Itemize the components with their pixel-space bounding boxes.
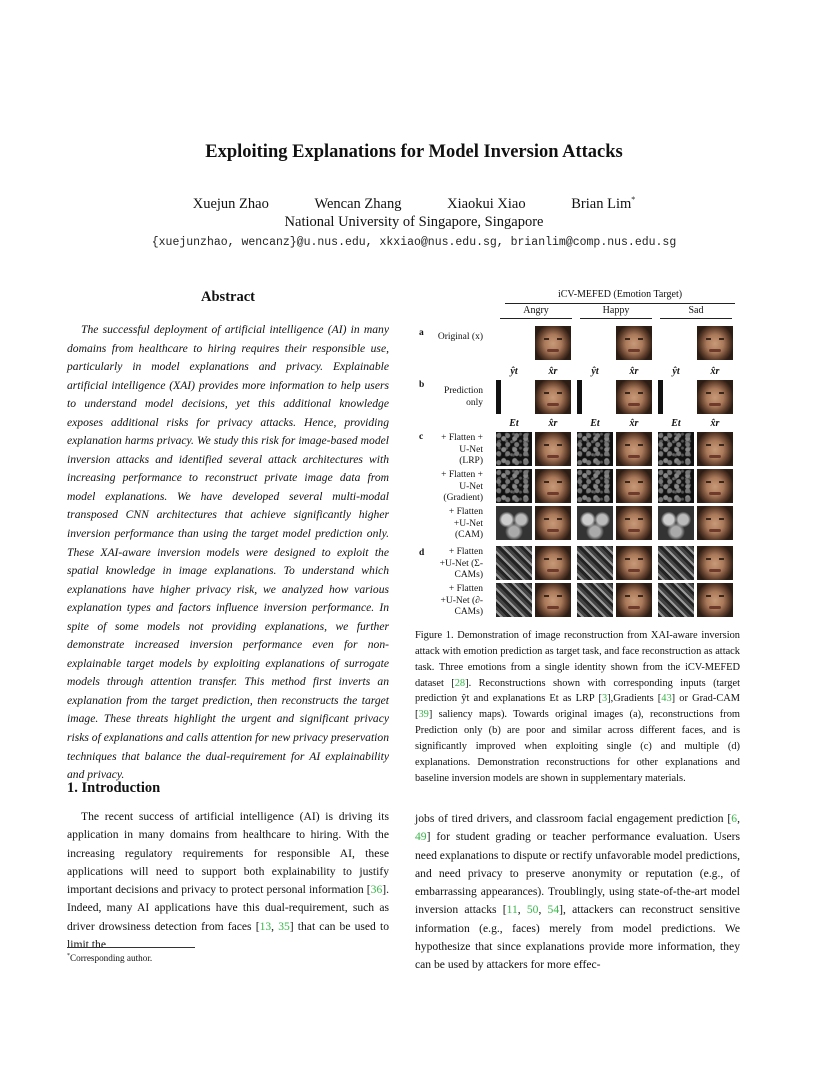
lrp-map — [577, 432, 613, 466]
cam-map — [658, 506, 694, 540]
footnote-rule — [67, 947, 195, 948]
face-image — [616, 469, 652, 503]
citation[interactable]: 39 — [418, 709, 429, 721]
face-image — [697, 469, 733, 503]
row-label: Original (x) — [437, 332, 483, 342]
multi-cam-map — [496, 546, 532, 580]
face-image — [535, 546, 571, 580]
pred-symbol: ŷt — [591, 366, 599, 377]
figure-1 — [415, 286, 745, 621]
citation[interactable]: 11 — [506, 903, 518, 917]
recon-symbol: x̂r — [548, 418, 558, 429]
column-header: Happy — [602, 305, 630, 316]
face-image — [697, 506, 733, 540]
recon-symbol: x̂r — [710, 366, 720, 377]
row-label: + Flatten + U-Net (Gradient) — [441, 470, 483, 503]
expl-symbol: Et — [590, 418, 600, 429]
expl-symbol: Et — [509, 418, 519, 429]
face-image — [616, 432, 652, 466]
recon-symbol: x̂r — [629, 366, 639, 377]
citation[interactable]: 6 — [731, 812, 738, 825]
multi-cam-map — [658, 546, 694, 580]
row-letter: c — [419, 432, 424, 442]
column-rule — [660, 318, 732, 319]
face-image — [616, 380, 652, 414]
recon-symbol: x̂r — [548, 366, 558, 377]
citation[interactable]: 28 — [454, 677, 466, 689]
citation[interactable]: 50 — [526, 903, 539, 917]
lrp-map — [658, 432, 694, 466]
face-image — [535, 432, 571, 466]
citation[interactable]: 49 — [415, 830, 427, 844]
abstract-text: The successful deployment of artificial intelligence (AI) in many domains from healthcare to hiring requires their responsible use, particularly in model explanations and privacy. Explainable artificial intelligence (XAI) provides more information to help users to understand model decisions, yet this additional knowledge exposes additional risks for privacy attacks. Hence, providing explanation harms privacy. We study this risk for image-based model inversion attacks and identified several attack architectures with increasing performance to reconstruct private image data from model explanations. We have developed several multi-modal transposed CNN architectures that achieve significantly higher inversion performance than using the target model prediction only. These XAI-aware inversion models were designed to exploit the spatial knowledge in image explanations. To understand which explanations have higher privacy risk, we analyzed how various explanation types and factors influence inversion performance. In spite of some models not providing explanations, we further demonstrate increased inversion performance even for non-explainable target models by exploiting explanations of surrogate models through attention transfer. This method first inverts an explanation from the target prediction, then reconstructs the target image. These threats highlight the urgent and significant privacy risks of explanations and calls attention for new privacy preservation techniques that balance the dual-requirement for AI explainability and privacy. — [67, 323, 389, 782]
face-image — [535, 380, 571, 414]
cam-map — [577, 506, 613, 540]
prediction-vector — [577, 380, 613, 414]
multi-cam-map — [496, 583, 532, 617]
author-name: Brian Lim* — [571, 195, 636, 212]
figure-title: iCV-MEFED (Emotion Target) — [557, 289, 683, 300]
row-label: + Flatten +U-Net (∂-CAMs) — [440, 584, 483, 617]
author-name: Xuejun Zhao — [192, 195, 269, 212]
pred-symbol: ŷt — [510, 366, 518, 377]
gradient-map — [658, 469, 694, 503]
author-list — [0, 195, 828, 213]
multi-cam-map — [577, 546, 613, 580]
row-label: Prediction only — [443, 386, 483, 408]
row-label: + Flatten +U-Net (CAM) — [448, 507, 483, 540]
multi-cam-map — [577, 583, 613, 617]
row-letter: d — [419, 548, 425, 558]
face-image — [697, 546, 733, 580]
gradient-map — [496, 469, 532, 503]
gradient-map — [577, 469, 613, 503]
footnote: *Corresponding author. — [67, 953, 153, 964]
column-rule — [580, 318, 652, 319]
face-image — [616, 506, 652, 540]
citation[interactable]: 43 — [661, 693, 672, 705]
abstract-heading: Abstract — [201, 289, 255, 305]
section-heading: 1. Introduction — [67, 780, 161, 796]
author-mark: * — [631, 195, 636, 204]
author-emails: {xuejunzhao, wencanz}@u.nus.edu, xkxiao@nus.edu.sg, brianlim@comp.nus.edu.sg — [151, 236, 677, 249]
cam-map — [496, 506, 532, 540]
multi-cam-map — [658, 583, 694, 617]
intro-paragraph: The recent success of artificial intelligence (AI) is driving its application in many domains from healthcare to hiring. With the increasing regulatory requirements for responsible AI, these applications will need to support both explainability to justify important decisions and privacy to protect personal information [36]. Indeed, many AI applications have this dual-requirement, such as driver drowsiness detection from faces [13, 35] that can be used to limit the — [67, 810, 390, 952]
figure-caption: Figure 1. Demonstration of image reconstruction from XAI-aware inversion attack with emotion prediction as target task, and face reconstruction as attack task. Three emotions from a single identity shown from the iCV-MEFED dataset [28]. Reconstructions shown with corresponding inputs (target prediction ŷt and explanations Et as LRP [3],Gradients [43] or Grad-CAM [39] saliency maps). Towards original images (a), reconstructions from Prediction only (b) are poor and similar across different faces, and is significantly improved when exploiting single (c) and multiple (d) explanations. Demonstration reconstructions for other explanations and baseline inversion models are shown in supplementary materials. — [415, 630, 741, 784]
column-header: Sad — [688, 305, 704, 316]
recon-symbol: x̂r — [710, 418, 720, 429]
prediction-vector — [658, 380, 694, 414]
face-image — [616, 583, 652, 617]
author-name: Xiaokui Xiao — [447, 195, 526, 212]
figure-rule — [505, 303, 735, 304]
face-image — [616, 326, 652, 360]
column-header: Angry — [523, 305, 549, 316]
paper-title: Exploiting Explanations for Model Inversion Attacks — [205, 142, 623, 162]
lrp-map — [496, 432, 532, 466]
face-image — [535, 469, 571, 503]
citation[interactable]: 54 — [547, 903, 560, 917]
face-image — [697, 432, 733, 466]
face-image — [535, 583, 571, 617]
expl-symbol: Et — [671, 418, 681, 429]
row-label: + Flatten +U-Net (Σ-CAMs) — [439, 547, 483, 580]
citation[interactable]: 35 — [278, 919, 290, 933]
face-image — [616, 546, 652, 580]
face-image — [535, 326, 571, 360]
author-name: Wencan Zhang — [314, 195, 402, 212]
row-label: + Flatten + U-Net (LRP) — [441, 433, 483, 466]
face-image — [697, 583, 733, 617]
recon-symbol: x̂r — [629, 418, 639, 429]
citation[interactable]: 13 — [259, 919, 272, 933]
face-image — [697, 326, 733, 360]
citation[interactable]: 3 — [601, 693, 608, 705]
column-rule — [500, 318, 572, 319]
prediction-vector — [496, 380, 532, 414]
citation[interactable]: 36 — [370, 883, 383, 897]
row-letter: a — [419, 328, 424, 338]
row-letter: b — [419, 380, 425, 390]
face-image — [535, 506, 571, 540]
pred-symbol: ŷt — [672, 366, 680, 377]
face-image — [697, 380, 733, 414]
intro-paragraph-continued: jobs of tired drivers, and classroom facial engagement prediction [6, 49] for student grading or teacher performance evaluation. Users need explanations to dispute or rectify unfavorable model predictions, and need privacy to preserve anonymity or reputation (e.g., of embarrassing appearances). Troublingly, using state-of-the-art model inversion attacks [11, 50, 54], attackers can reconstruct sensitive information (e.g., faces) merely from model predictions. We hypothesize that since explanations provide more information, they can be used by attackers for more effec- — [415, 812, 741, 972]
affiliation: National University of Singapore, Singapore — [284, 214, 544, 230]
